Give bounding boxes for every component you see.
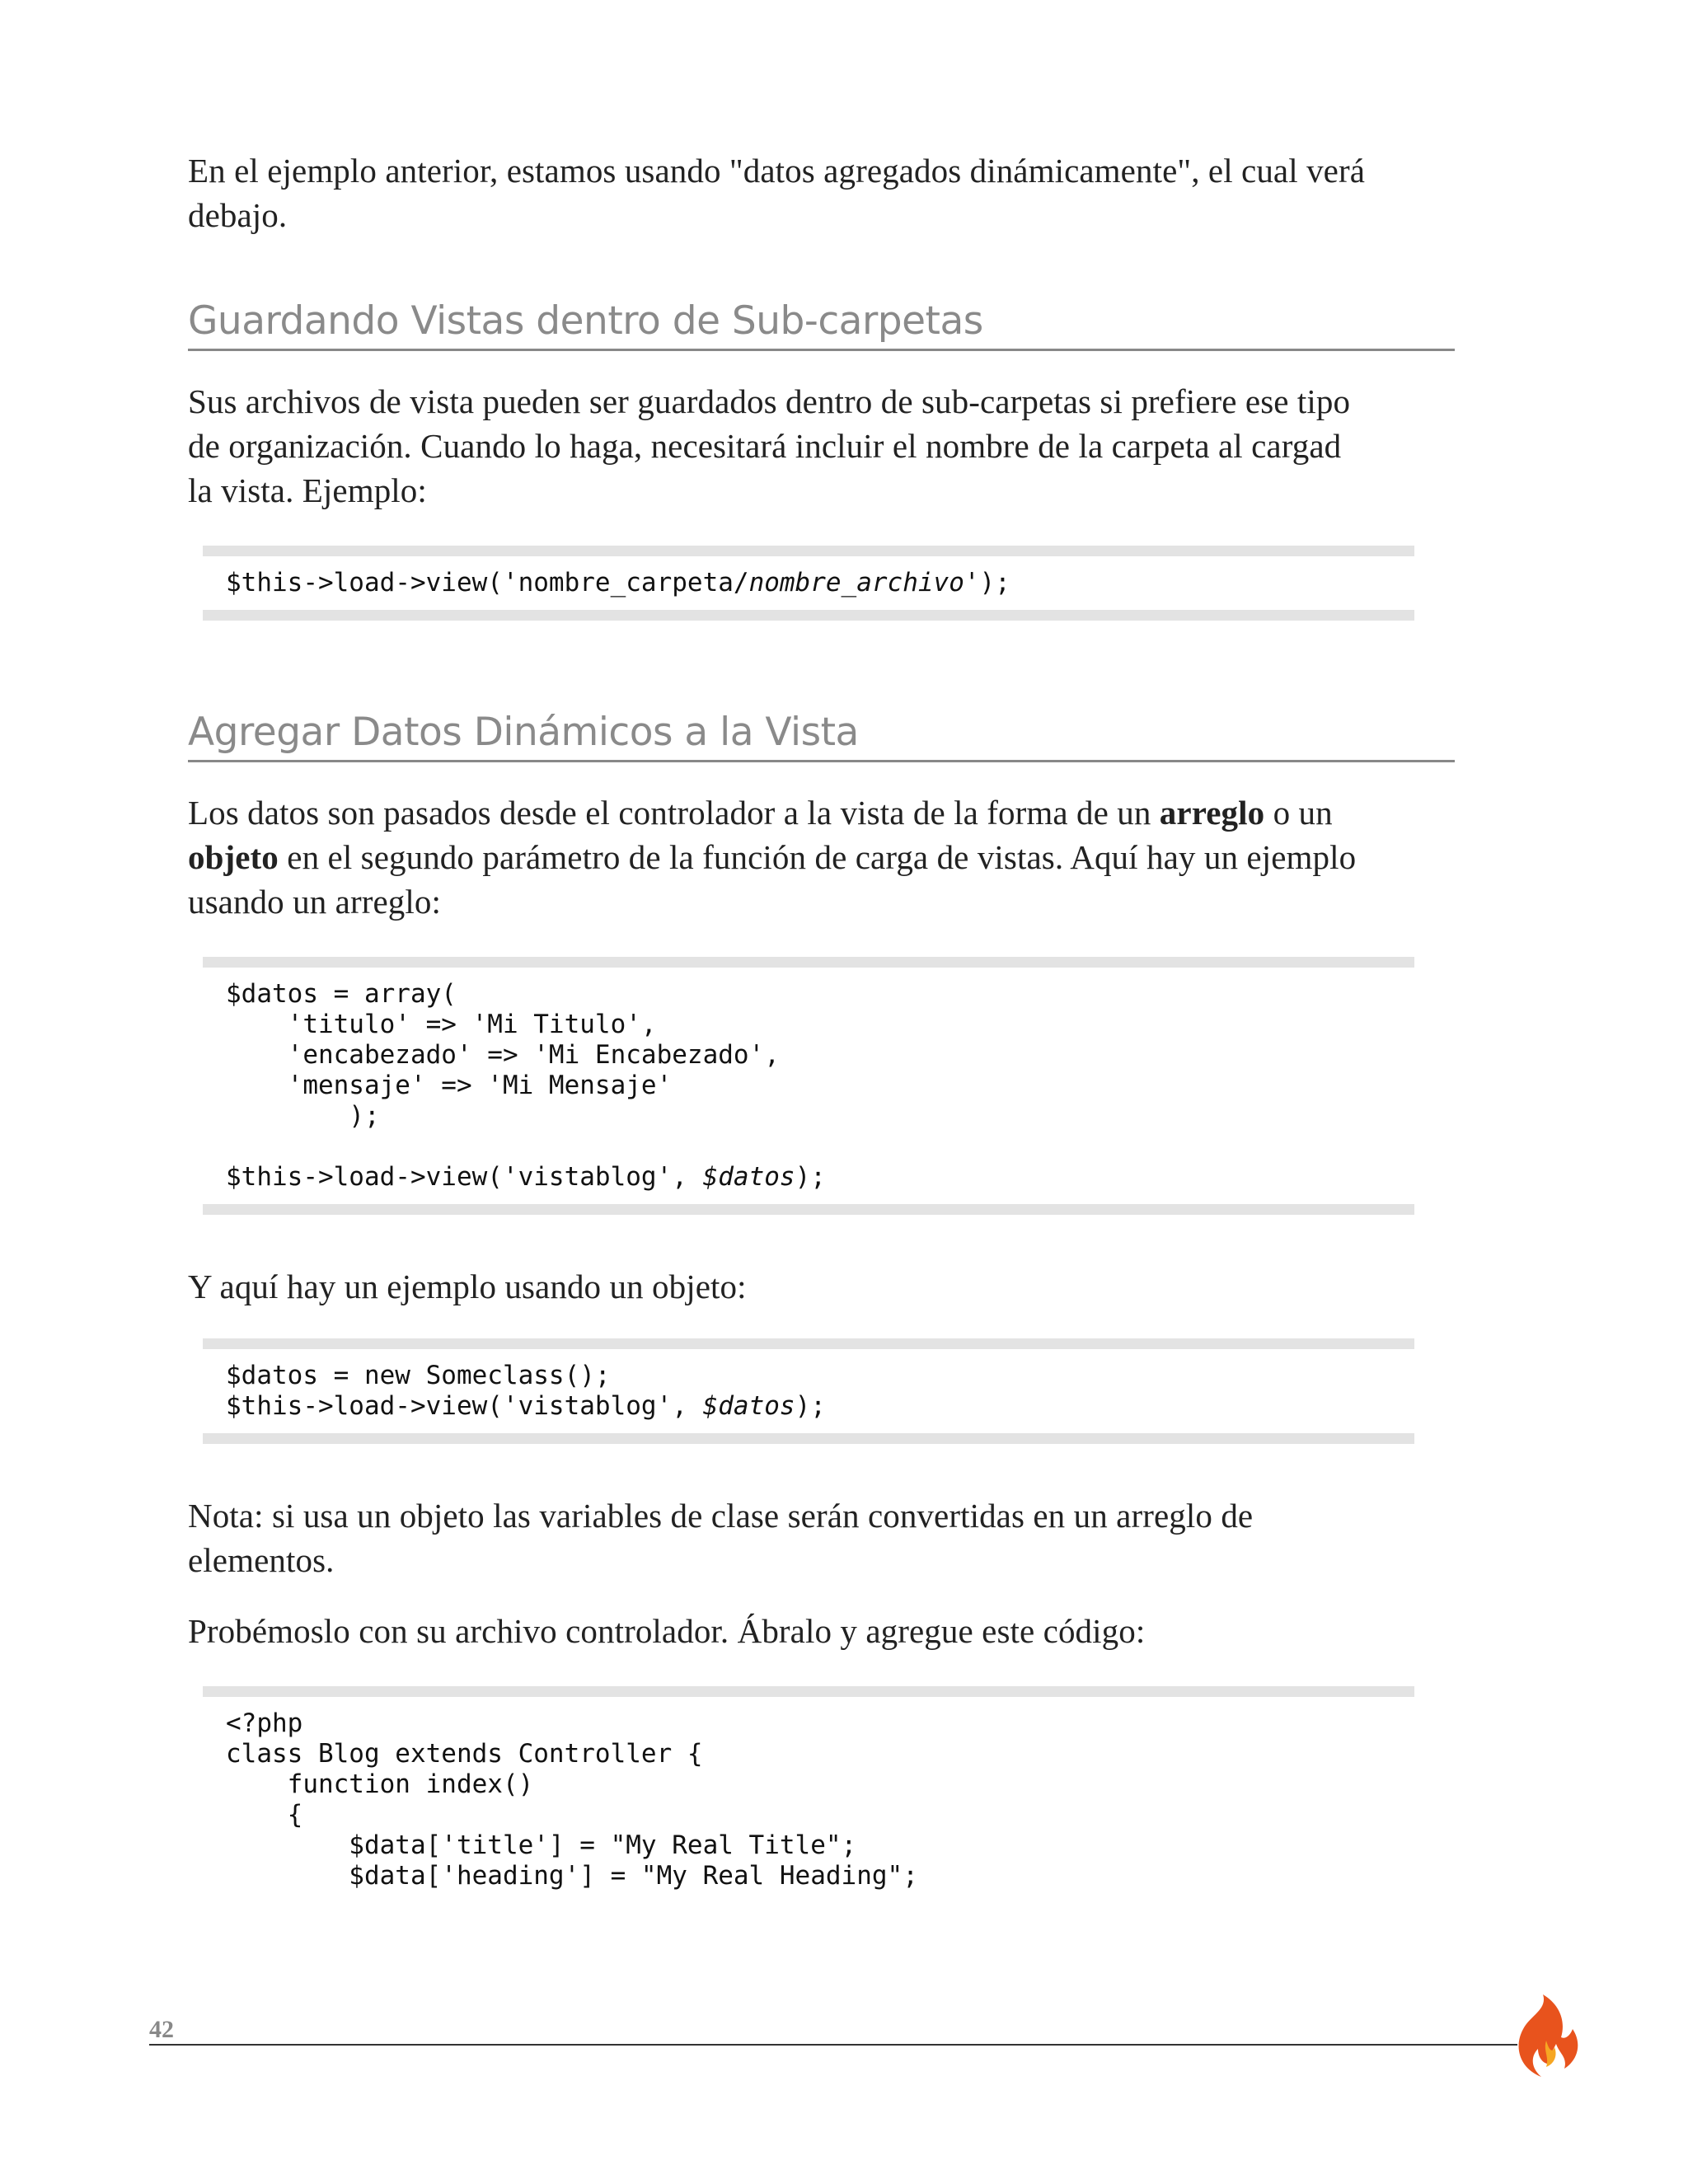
code-line: 'titulo' => 'Mi Titulo', [226,1010,657,1039]
subfolders-paragraph [188,379,1455,513]
text-run: o un [1264,794,1333,832]
code-php [203,1697,1414,1903]
code-block-object [203,1338,1414,1444]
code-line [226,1162,1414,1193]
code-line: $data['title'] = "My Real Title"; [226,1830,857,1860]
dynamic-line-2 [188,835,1455,879]
code-line: $datos = new Someclass(); [226,1361,611,1390]
document-page [188,148,1455,1903]
text-run: $datos [702,1162,795,1192]
object-paragraph: Y aquí hay un ejemplo usando un objeto: [188,1268,747,1305]
dynamic-data-paragraph [188,790,1455,924]
code-object [203,1349,1414,1433]
code-block-subfolder [203,546,1414,621]
text-run: objeto [188,838,279,876]
subfolders-line-1: Sus archivos de vista pueden ser guardados dentro de sub-carpetas si prefiere ese tipo [188,382,1351,420]
intro-line-1: En el ejemplo anterior, estamos usando "datos agregados dinámicamente", el cual verá [188,152,1366,190]
code-bar-bottom [203,1433,1414,1444]
code-line: $data['heading'] = "My Real Heading"; [226,1861,918,1891]
code-line: 'mensaje' => 'Mi Mensaje' [226,1071,673,1100]
code-line: <?php [226,1708,303,1738]
note-line-1: Nota: si usa un objeto las variables de clase serán convertidas en un arreglo de [188,1497,1254,1535]
code-line [226,1391,1414,1422]
text-run: ); [795,1162,826,1192]
flame-icon [1505,1993,1581,2079]
code-line-blank [226,1132,1414,1162]
text-run: $this->load->view('vistablog', [226,1391,703,1421]
code-bar-top [203,1338,1414,1349]
text-run: en el segundo parámetro de la función de carga de vistas. Aquí hay un ejemplo [278,838,1357,876]
intro-paragraph [188,148,1455,237]
code-bar-top [203,546,1414,556]
subfolders-line-2: de organización. Cuando lo haga, necesitará incluir el nombre de la carpeta al cargad [188,427,1342,465]
code-block-array [203,957,1414,1215]
code-bar-top [203,1686,1414,1697]
section-heading-dynamic-data: Agregar Datos Dinámicos a la Vista [188,710,1455,762]
code-line: 'encabezado' => 'Mi Encabezado', [226,1040,780,1070]
intro-line-2: debajo. [188,196,288,234]
code-line: function index() [226,1769,534,1799]
code-line [203,556,1414,610]
subfolders-line-3: la vista. Ejemplo: [188,471,427,509]
text-run: $this->load->view('vistablog', [226,1162,703,1192]
code-array [203,968,1414,1204]
code-line: ); [226,1101,380,1131]
code-block-php [203,1686,1414,1903]
page-number: 42 [149,2016,174,2043]
note-line-2: elementos. [188,1541,335,1579]
text-run: '); [964,568,1010,598]
code-line: { [226,1800,303,1830]
code-line: class Blog extends Controller { [226,1739,703,1769]
footer-rule [149,2044,1517,2046]
section-heading-subfolders: Guardando Vistas dentro de Sub-carpetas [188,298,1455,351]
text-run: Los datos son pasados desde el controlador a la vista de la forma de un [188,794,1160,832]
code-line: $datos = array( [226,979,457,1009]
code-bar-bottom [203,610,1414,621]
code-bar-bottom [203,1204,1414,1215]
text-run: nombre_archivo [748,568,964,598]
dynamic-line-3: usando un arreglo: [188,883,441,921]
text-run: $this->load->view('nombre_carpeta/ [226,568,749,598]
dynamic-line-1 [188,790,1455,835]
text-run: $datos [702,1391,795,1421]
try-paragraph: Probémoslo con su archivo controlador. Ábralo y agregue este código: [188,1612,1146,1650]
text-run: arreglo [1159,794,1265,832]
text-run: ); [795,1391,826,1421]
note-paragraph [188,1493,1455,1582]
code-bar-top [203,957,1414,968]
